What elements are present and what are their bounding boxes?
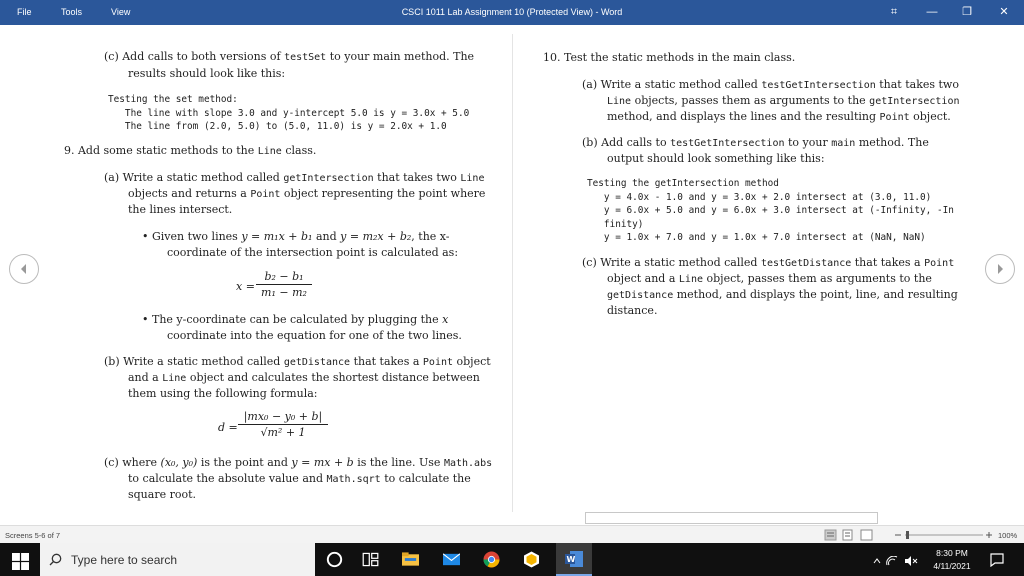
left-c2-line3: square root. (128, 488, 197, 501)
previous-screen-button[interactable] (9, 254, 39, 284)
horizontal-scroll[interactable] (585, 512, 878, 524)
document-page (0, 25, 1024, 525)
restore-button[interactable]: ❐ (962, 6, 972, 18)
clock-date: 4/11/2021 (933, 561, 971, 571)
right-a-line1: (a) Write a static method called testGetIntersection that takes two (582, 78, 959, 91)
search-icon (49, 553, 62, 566)
left-a-line1: (a) Write a static method called getIntersection that takes two Line (104, 171, 485, 184)
screen-count: Screens 5-6 of 7 (5, 531, 61, 540)
formula-x-numerator: b₂ − b₁ (264, 270, 304, 283)
taskbar-search[interactable] (40, 543, 315, 576)
view-mode-icons[interactable] (824, 529, 874, 541)
right-c-line1: (c) Write a static method called testGetDistance that takes a Point (582, 256, 955, 269)
clock-time: 8:30 PM (936, 548, 968, 558)
minimize-button[interactable]: — (926, 6, 938, 18)
formula-x-lhs: x = (236, 280, 255, 293)
app-icon[interactable] (523, 551, 540, 568)
task-view-icon[interactable] (362, 551, 379, 568)
menu-view[interactable]: View (111, 7, 131, 17)
left-b-line1: (b) Write a static method called getDistance that takes a Point object (104, 355, 491, 368)
formula-d-lhs: d = (218, 421, 238, 434)
notification-icon[interactable] (990, 553, 1004, 567)
left-b-line2: and a Line object and calculates the shortest distance between (128, 371, 480, 384)
intersection-output: Testing the getIntersection method y = 4.0x - 1.0 and y = 3.0x + 2.0 intersect at (3.0, 11.0) y = 6.0x + 5.0 and y = 6.0x + 3.0 intersect at (-Infinity, -In finity) y = 1.0x + 7.0 and y = 1.0x + 7.0 intersect at (NaN, NaN) (587, 178, 954, 243)
right-a-line2: Line objects, passes them as arguments to the getIntersection (607, 94, 960, 107)
svg-text:W: W (566, 555, 576, 564)
system-tray-icons[interactable] (873, 556, 918, 566)
set-method-output: Testing the set method: The line with slope 3.0 and y-intercept 5.0 is y = 3.0x + 5.0 The line from (2.0, 5.0) to (5.0, 11.0) is y = 2.0x + 1.0 (108, 94, 470, 132)
window-title: CSCI 1011 Lab Assignment 10 (Protected View) - Word (401, 7, 623, 17)
next-screen-button[interactable] (985, 254, 1015, 284)
left-a-line2: objects and returns a Point object representing the point where (128, 187, 486, 200)
left-c-line2: results should look like this: (128, 67, 286, 80)
column-divider (512, 34, 513, 512)
bullet-2-line2: coordinate into the equation for one of the two lines. (167, 329, 462, 342)
left-c2-line2: to calculate the absolute value and Math.sqrt to calculate the (128, 472, 471, 485)
left-c2-line1: (c) where (x₀, y₀) is the point and y = mx + b is the line. Use Math.abs (104, 456, 493, 469)
formula-d-denominator: √m² + 1 (260, 426, 306, 439)
taskbar (0, 543, 1024, 576)
left-a-line3: the lines intersect. (128, 203, 233, 216)
zoom-slider[interactable] (893, 530, 993, 540)
item-9-heading: 9. Add some static methods to the Line class. (64, 144, 317, 157)
focus-mode-icon[interactable]: ⌗ (890, 6, 898, 18)
zoom-level[interactable]: 100% (998, 531, 1018, 540)
left-c-line1: (c) Add calls to both versions of testSet to your main method. The (104, 50, 475, 63)
menu-tools[interactable]: Tools (61, 7, 83, 17)
bullet-2-line1: • The y-coordinate can be calculated by plugging the x (142, 313, 449, 326)
formula-d-fraction (238, 410, 328, 439)
formula-d-numerator: |mx₀ − y₀ + b| (243, 410, 323, 423)
right-c-line2: object and a Line object, passes them as arguments to the (607, 272, 932, 285)
mail-icon[interactable] (443, 551, 460, 568)
close-button[interactable]: ✕ (999, 6, 1009, 18)
right-b-line1: (b) Add calls to testGetIntersection to your main method. The (582, 136, 929, 149)
file-explorer-icon[interactable] (402, 551, 419, 568)
formula-x-denominator: m₁ − m₂ (261, 286, 307, 299)
bullet-1-line1: • Given two lines y = m₁x + b₁ and y = m₂x + b₂, the x- (142, 230, 450, 243)
formula-x-fraction (256, 270, 312, 299)
search-placeholder: Type here to search (71, 553, 178, 567)
item-10-heading: 10. Test the static methods in the main class. (543, 51, 796, 64)
right-b-line2: output should look something like this: (607, 152, 825, 165)
word-taskbar-button[interactable] (556, 543, 592, 576)
left-b-line3: them using the following formula: (128, 387, 318, 400)
chevron-right-icon (994, 263, 1006, 275)
right-c-line4: distance. (607, 304, 658, 317)
word-icon (565, 551, 583, 567)
title-bar (0, 0, 1024, 25)
menu-file[interactable]: File (17, 7, 32, 17)
taskbar-clock[interactable] (922, 547, 982, 573)
right-a-line3: method, and displays the lines and the resulting Point object. (607, 110, 951, 123)
windows-logo-icon[interactable] (12, 553, 29, 570)
right-c-line3: getDistance method, and displays the point, line, and resulting (607, 288, 958, 301)
chrome-icon[interactable] (483, 551, 500, 568)
chevron-left-icon (18, 263, 30, 275)
cortana-icon[interactable] (326, 551, 343, 568)
bullet-1-line2: coordinate of the intersection point is calculated as: (167, 246, 459, 259)
status-bar (0, 525, 1024, 543)
